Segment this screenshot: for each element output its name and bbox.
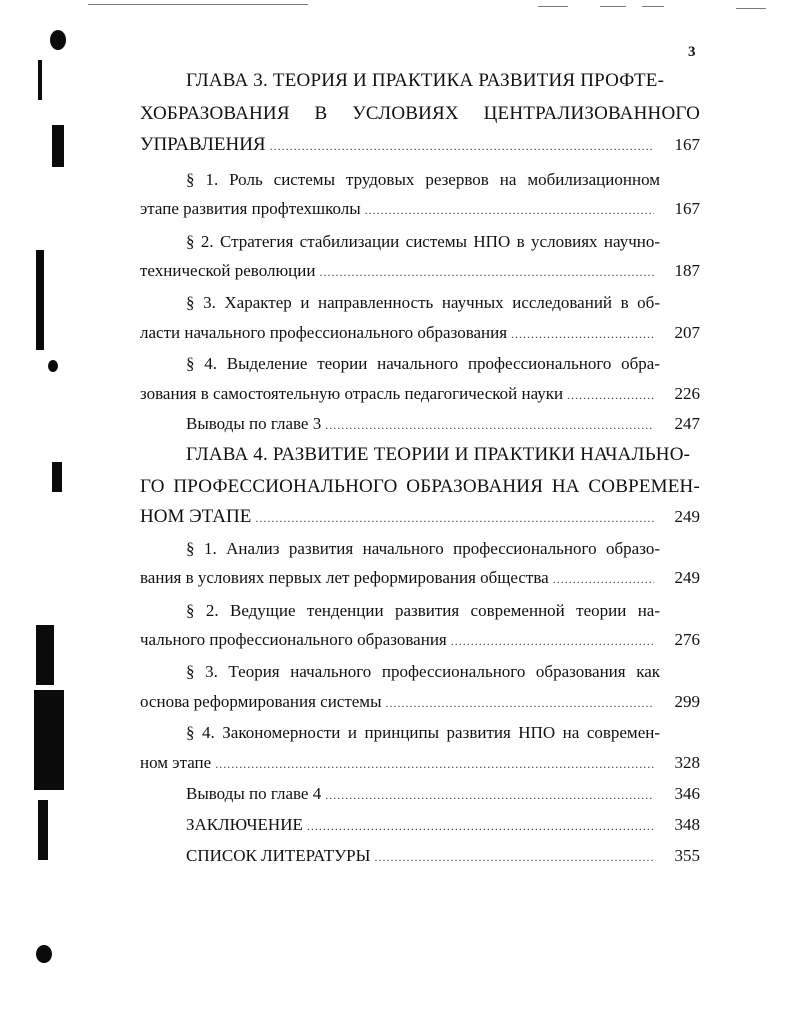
toc-entry-section xyxy=(140,199,700,220)
toc-entry-bibliography xyxy=(186,846,700,867)
dot-leader xyxy=(386,693,655,713)
toc-entry-text: зования в самостоятельную отрасль педагогической науки xyxy=(140,384,564,403)
dot-leader xyxy=(270,136,654,156)
toc-page-number: 167 xyxy=(674,199,700,218)
toc-entry-text: Выводы по главе 4 xyxy=(186,784,322,803)
page-number: 3 xyxy=(688,44,696,60)
toc-entry-conclusions xyxy=(186,414,700,435)
dot-leader xyxy=(215,754,654,774)
toc-page-number: 299 xyxy=(674,692,700,711)
toc-chapter-title-line: ГЛАВА 4. РАЗВИТИЕ ТЕОРИИ И ПРАКТИКИ НАЧАЛЬНО- xyxy=(186,444,691,465)
toc-page-number: 249 xyxy=(674,507,700,526)
toc-entry-text: НОМ ЭТАПЕ xyxy=(140,506,252,527)
toc-page-number: 226 xyxy=(674,384,700,403)
toc-entry-chapter-3 xyxy=(140,135,700,156)
dot-leader xyxy=(255,508,654,528)
toc-entry-conclusion xyxy=(186,815,700,836)
toc-entry-text: вания в условиях первых лет реформирования общества xyxy=(140,568,549,587)
dot-leader xyxy=(319,262,654,282)
toc-entry-chapter-4 xyxy=(140,507,700,528)
toc-entry-text: этапе развития профтехшколы xyxy=(140,199,361,218)
toc-page-number: 207 xyxy=(674,323,700,342)
dot-leader xyxy=(325,785,654,805)
dot-leader xyxy=(307,816,654,836)
dot-leader xyxy=(374,847,654,867)
toc-entry-section xyxy=(140,323,700,344)
toc-section-line: § 1. Роль системы трудовых резервов на мобилизационном xyxy=(186,170,660,189)
dot-leader xyxy=(511,324,654,344)
toc-entry-text: основа реформирования системы xyxy=(140,692,382,711)
toc-entry-section xyxy=(140,630,700,651)
toc-entry-conclusions xyxy=(186,784,700,805)
toc-section-line: § 2. Ведущие тенденции развития современной теории на- xyxy=(186,601,660,620)
dot-leader xyxy=(553,569,654,589)
toc-entry-text: Выводы по главе 3 xyxy=(186,414,322,433)
toc-entry-text: ласти начального профессионального образования xyxy=(140,323,508,342)
toc-page-number: 276 xyxy=(674,630,700,649)
dot-leader xyxy=(567,385,654,405)
toc-page-number: 187 xyxy=(674,261,700,280)
toc-entry-text: СПИСОК ЛИТЕРАТУРЫ xyxy=(186,846,371,865)
toc-entry-section xyxy=(140,384,700,405)
dot-leader xyxy=(451,631,654,651)
toc-section-line: § 4. Выделение теории начального профессионального обра- xyxy=(186,354,660,373)
toc-section-line: § 1. Анализ развития начального профессионального образо- xyxy=(186,539,660,558)
toc-entry-text: УПРАВЛЕНИЯ xyxy=(140,134,266,155)
toc-page-number: 167 xyxy=(674,135,700,154)
toc-entry-section xyxy=(140,753,700,774)
toc-section-line: § 4. Закономерности и принципы развития НПО на современ- xyxy=(186,723,660,742)
toc-entry-text: ЗАКЛЮЧЕНИЕ xyxy=(186,815,303,834)
toc-entry-text: технической революции xyxy=(140,261,316,280)
toc-section-line: § 3. Теория начального профессионального образования как xyxy=(186,662,660,681)
toc-page-number: 249 xyxy=(674,568,700,587)
toc-entry-text: чального профессионального образования xyxy=(140,630,447,649)
toc-chapter-title-line: ГО ПРОФЕССИОНАЛЬНОГО ОБРАЗОВАНИЯ НА СОВРЕМЕН- xyxy=(140,476,700,497)
toc-entry-section xyxy=(140,568,700,589)
toc-section-line: § 2. Стратегия стабилизации системы НПО в условиях научно- xyxy=(186,232,660,251)
toc-entry-section xyxy=(140,261,700,282)
dot-leader xyxy=(325,415,654,435)
dot-leader xyxy=(365,200,654,220)
toc-section-line: § 3. Характер и направленность научных исследований в об- xyxy=(186,293,660,312)
toc-page-number: 328 xyxy=(674,753,700,772)
toc-page-number: 348 xyxy=(674,815,700,834)
toc-entry-section xyxy=(140,692,700,713)
toc-page-number: 355 xyxy=(674,846,700,865)
toc-chapter-title-line: ГЛАВА 3. ТЕОРИЯ И ПРАКТИКА РАЗВИТИЯ ПРОФТЕ- xyxy=(186,70,665,91)
toc-page-number: 247 xyxy=(674,414,700,433)
toc-chapter-title-line: ХОБРАЗОВАНИЯ В УСЛОВИЯХ ЦЕНТРАЛИЗОВАННОГО xyxy=(140,103,700,124)
toc-entry-text: ном этапе xyxy=(140,753,212,772)
toc-page-number: 346 xyxy=(674,784,700,803)
